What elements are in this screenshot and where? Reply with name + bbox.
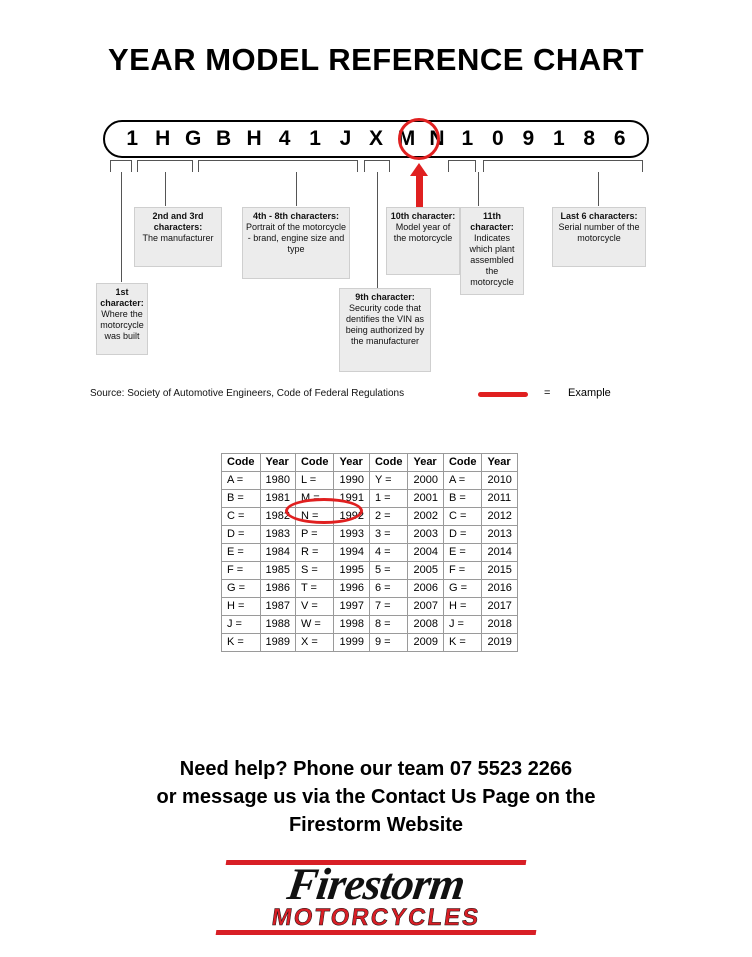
vin-character: 9 xyxy=(522,127,535,150)
table-header-cell: Code xyxy=(295,454,334,472)
callout-1st-character xyxy=(96,283,148,355)
table-cell: X = xyxy=(295,634,334,652)
callout-body: The manufacturer xyxy=(142,233,214,243)
table-cell: 2014 xyxy=(482,544,517,562)
table-cell: D = xyxy=(222,526,261,544)
table-cell: 1985 xyxy=(260,562,295,580)
table-cell: 1999 xyxy=(334,634,369,652)
table-cell: 1996 xyxy=(334,580,369,598)
table-cell: 2013 xyxy=(482,526,517,544)
table-cell: 2004 xyxy=(408,544,443,562)
table-cell: H = xyxy=(222,598,261,616)
table-cell: 1987 xyxy=(260,598,295,616)
table-cell: A = xyxy=(443,472,482,490)
table-cell: 1982 xyxy=(260,508,295,526)
callout-body: Security code that dentifies the VIN as being authorized by the manufacturer xyxy=(345,303,425,346)
model-year-code-table xyxy=(221,453,518,652)
vin-character: 1 xyxy=(126,127,139,150)
table-cell: 1995 xyxy=(334,562,369,580)
table-cell: 1992 xyxy=(334,508,369,526)
table-cell: 1988 xyxy=(260,616,295,634)
table-cell: 1983 xyxy=(260,526,295,544)
table-header-cell: Year xyxy=(334,454,369,472)
callout-heading: 11th character: xyxy=(470,211,514,232)
help-line-2: or message us via the Contact Us Page on the xyxy=(156,786,596,808)
table-row xyxy=(222,634,518,652)
firestorm-logo xyxy=(196,858,556,936)
table-cell: 1994 xyxy=(334,544,369,562)
table-cell: 4 = xyxy=(369,544,408,562)
table-cell: J = xyxy=(443,616,482,634)
leader-bracket-2nd-3rd xyxy=(137,160,193,172)
vin-character: G xyxy=(185,127,202,150)
vin-character: H xyxy=(155,127,171,150)
leader-line-4th-8th xyxy=(296,172,297,206)
table-cell: W = xyxy=(295,616,334,634)
table-cell: B = xyxy=(443,490,482,508)
table-cell: F = xyxy=(443,562,482,580)
table-cell: 2015 xyxy=(482,562,517,580)
callout-9th-character xyxy=(339,288,431,372)
table-cell: 2 = xyxy=(369,508,408,526)
table-cell: 2012 xyxy=(482,508,517,526)
vin-character: M xyxy=(397,127,416,150)
callout-body: Indicates which plant assembled the motorcycle xyxy=(469,233,515,287)
table-cell: 2017 xyxy=(482,598,517,616)
table-cell: R = xyxy=(295,544,334,562)
callout-2nd-3rd-characters xyxy=(134,207,222,267)
callout-last-6-characters xyxy=(552,207,646,267)
table-cell: 2007 xyxy=(408,598,443,616)
vin-model-year-highlight xyxy=(398,118,440,160)
table-cell: 2019 xyxy=(482,634,517,652)
table-cell: K = xyxy=(222,634,261,652)
legend-label: Example xyxy=(568,387,611,399)
table-highlight-m-1991 xyxy=(285,498,363,524)
callout-body: Where the motorcycle was built xyxy=(100,309,144,341)
table-cell: 2003 xyxy=(408,526,443,544)
table-row xyxy=(222,508,518,526)
callout-heading: 2nd and 3rd characters: xyxy=(152,211,204,232)
help-line-1: Need help? Phone our team 07 5523 2266 xyxy=(179,758,573,780)
vin-character: X xyxy=(368,127,383,150)
vin-character: J xyxy=(339,127,352,150)
table-header-cell: Year xyxy=(482,454,517,472)
leader-line-9th xyxy=(377,172,378,290)
table-cell: K = xyxy=(443,634,482,652)
table-row xyxy=(222,580,518,598)
vin-character: 4 xyxy=(278,127,291,150)
table-header-cell: Code xyxy=(443,454,482,472)
table-row xyxy=(222,526,518,544)
table-cell: 1984 xyxy=(260,544,295,562)
leader-line-2nd-3rd xyxy=(165,172,166,206)
table-cell: N = xyxy=(295,508,334,526)
callout-10th-character xyxy=(386,207,460,275)
vin-character: 1 xyxy=(552,127,565,150)
callout-body: Model year of the motorcycle xyxy=(393,222,453,243)
callout-body: Serial number of the motorcycle xyxy=(558,222,640,243)
callout-11th-character xyxy=(460,207,524,295)
table-cell: 2002 xyxy=(408,508,443,526)
table-cell: 6 = xyxy=(369,580,408,598)
vin-character: 6 xyxy=(613,127,626,150)
table-cell: 2010 xyxy=(482,472,517,490)
table-cell: E = xyxy=(443,544,482,562)
table-cell: 2011 xyxy=(482,490,517,508)
table-cell: 2008 xyxy=(408,616,443,634)
logo-subtitle: MOTORCYCLES xyxy=(270,904,483,931)
callout-heading: 1st character: xyxy=(100,287,144,308)
callout-heading: 9th character: xyxy=(355,292,415,302)
table-cell: C = xyxy=(443,508,482,526)
table-cell: E = xyxy=(222,544,261,562)
table-cell: J = xyxy=(222,616,261,634)
legend-swatch xyxy=(478,392,528,397)
table-cell: Y = xyxy=(369,472,408,490)
vin-character: B xyxy=(216,127,232,150)
vin-character: 8 xyxy=(583,127,596,150)
model-year-arrow-shaft xyxy=(416,175,423,207)
callout-heading: Last 6 characters: xyxy=(560,211,638,221)
table-header-cell: Code xyxy=(222,454,261,472)
help-text xyxy=(0,755,752,839)
table-cell: 2006 xyxy=(408,580,443,598)
table-cell: 2001 xyxy=(408,490,443,508)
leader-bracket-1st xyxy=(110,160,132,172)
model-year-arrow-head xyxy=(410,163,428,176)
table-cell: 1 = xyxy=(369,490,408,508)
table-cell: 1980 xyxy=(260,472,295,490)
table-cell: 1990 xyxy=(334,472,369,490)
callout-4th-8th-characters xyxy=(242,207,350,279)
table-header-cell: Year xyxy=(408,454,443,472)
table-cell: 5 = xyxy=(369,562,408,580)
vin-character: 1 xyxy=(461,127,474,150)
table-cell: C = xyxy=(222,508,261,526)
table-cell: 9 = xyxy=(369,634,408,652)
table-cell: 1981 xyxy=(260,490,295,508)
table-row xyxy=(222,616,518,634)
table-header-row xyxy=(222,454,518,472)
table-cell: 1997 xyxy=(334,598,369,616)
table-row xyxy=(222,490,518,508)
leader-bracket-last-6 xyxy=(483,160,643,172)
table-cell: 1993 xyxy=(334,526,369,544)
leader-bracket-11th xyxy=(448,160,476,172)
table-cell: G = xyxy=(222,580,261,598)
table-cell: D = xyxy=(443,526,482,544)
vin-character: N xyxy=(429,127,445,150)
table-cell: 2018 xyxy=(482,616,517,634)
table-cell: 2005 xyxy=(408,562,443,580)
table-row xyxy=(222,472,518,490)
vin-character: 1 xyxy=(309,127,321,150)
table-row xyxy=(222,544,518,562)
table-cell: S = xyxy=(295,562,334,580)
table-cell: 3 = xyxy=(369,526,408,544)
table-cell: T = xyxy=(295,580,334,598)
callout-heading: 10th character: xyxy=(390,211,456,221)
legend-equals: = xyxy=(544,387,551,399)
vin-character: H xyxy=(246,127,262,150)
table-cell: 7 = xyxy=(369,598,408,616)
table-cell: F = xyxy=(222,562,261,580)
callout-heading: 4th - 8th characters: xyxy=(252,211,340,221)
help-line-3: Firestorm Website xyxy=(288,814,464,836)
vin-character: 0 xyxy=(492,127,504,150)
table-cell: 1998 xyxy=(334,616,369,634)
table-cell: H = xyxy=(443,598,482,616)
leader-bracket-4th-8th xyxy=(198,160,358,172)
table-cell: P = xyxy=(295,526,334,544)
table-cell: 2009 xyxy=(408,634,443,652)
table-cell: 2000 xyxy=(408,472,443,490)
source-note: Source: Society of Automotive Engineers, Code of Federal Regulations xyxy=(90,388,405,399)
table-cell: B = xyxy=(222,490,261,508)
table-cell: L = xyxy=(295,472,334,490)
leader-bracket-9th xyxy=(364,160,390,172)
table-row xyxy=(222,598,518,616)
table-header-cell: Code xyxy=(369,454,408,472)
table-cell: G = xyxy=(443,580,482,598)
leader-line-last-6 xyxy=(598,172,599,206)
callout-body: Portrait of the motorcycle - brand, engine size and type xyxy=(245,222,347,254)
table-cell: 8 = xyxy=(369,616,408,634)
table-cell: 1986 xyxy=(260,580,295,598)
table-row xyxy=(222,562,518,580)
table-cell: 1989 xyxy=(260,634,295,652)
table-cell: 2016 xyxy=(482,580,517,598)
vin-string xyxy=(103,120,649,158)
table-cell-highlighted: 1991 xyxy=(334,490,369,508)
table-header-cell: Year xyxy=(260,454,295,472)
leader-line-1st xyxy=(121,172,122,282)
leader-line-11th xyxy=(478,172,479,206)
page-title: YEAR MODEL REFERENCE CHART xyxy=(107,42,645,77)
logo-wordmark: Firestorm xyxy=(284,859,468,909)
table-cell: V = xyxy=(295,598,334,616)
table-cell: A = xyxy=(222,472,261,490)
table-cell-highlighted: M = xyxy=(295,490,334,508)
